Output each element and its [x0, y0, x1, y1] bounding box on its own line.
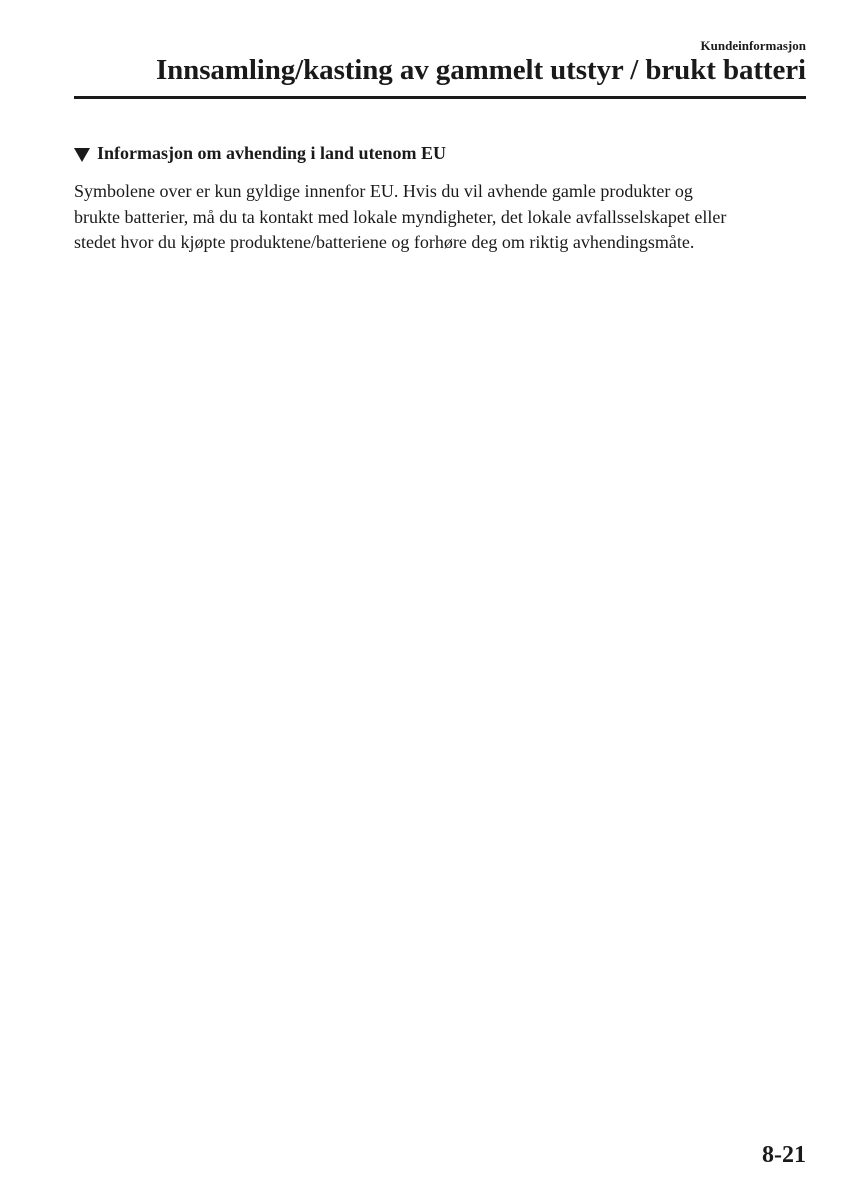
triangle-down-icon [74, 148, 90, 162]
body-paragraph [74, 179, 774, 256]
page-number: 8-21 [762, 1142, 806, 1168]
title-divider [74, 96, 806, 99]
paragraph-line: Symbolene over er kun gyldige innenfor EU. Hvis du vil avhende gamle produkter og [74, 181, 693, 201]
section-label: Kundeinformasjon [700, 38, 806, 53]
subsection-heading: Informasjon om avhending i land utenom EU [97, 143, 447, 163]
paragraph-line: stedet hvor du kjøpte produktene/batteriene og forhøre deg om riktig avhendingsmåte. [74, 232, 695, 252]
paragraph-line: brukte batterier, må du ta kontakt med lokale myndigheter, det lokale avfallsselskapet eller [74, 206, 727, 227]
subsection-heading-row [74, 143, 446, 164]
page-title: Innsamling/kasting av gammelt utstyr / brukt batteri [155, 54, 806, 86]
